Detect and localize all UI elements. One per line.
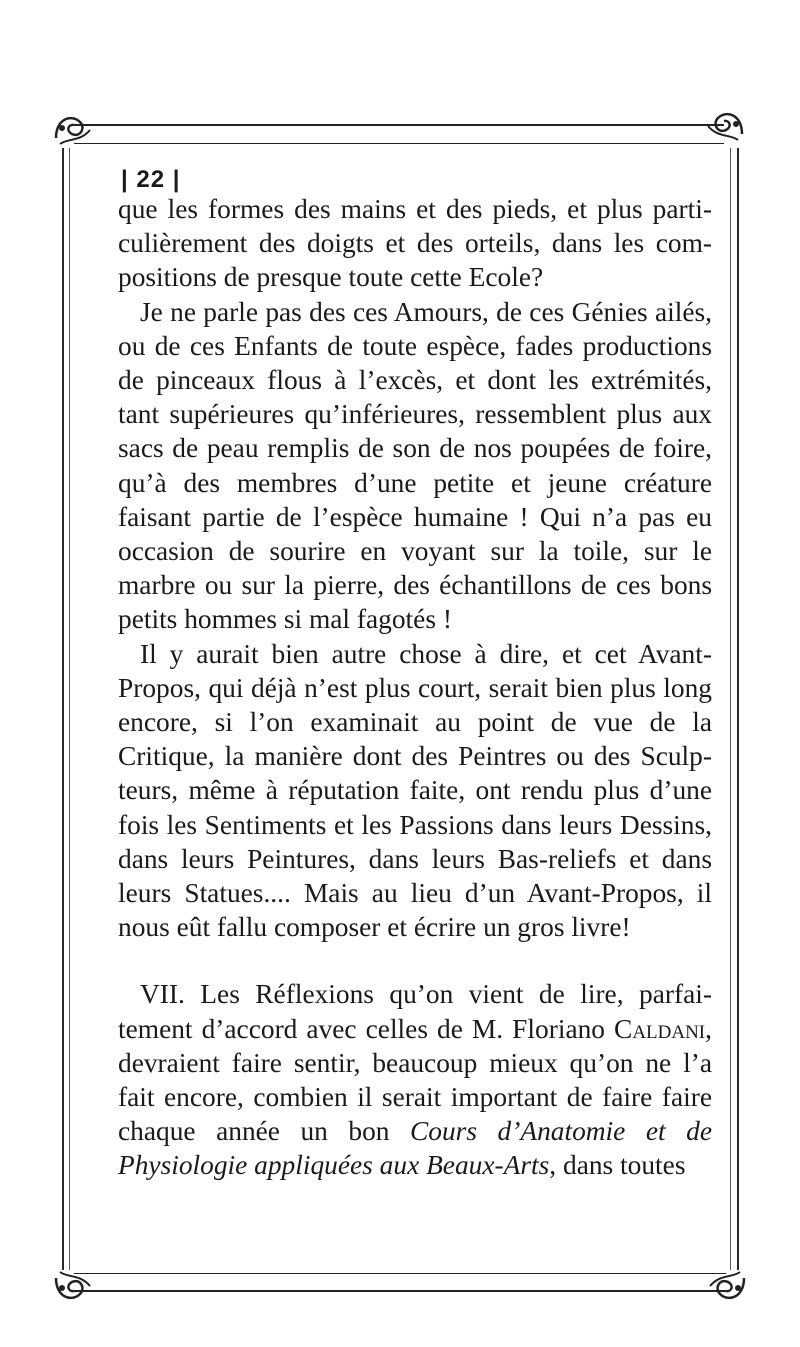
page-number: | 22 | — [121, 166, 181, 193]
corner-ornament-top-right-icon — [704, 104, 748, 146]
top-border-rule-inner — [74, 143, 724, 144]
right-border-rule-inner — [730, 148, 731, 1270]
paragraph-text: , devraient faire sentir, beaucoup mieux qu’on ne l’a fait encore, combien il serait important de faire faire chaque année un bon — [118, 1013, 712, 1147]
paragraph-section-vii — [118, 977, 712, 1182]
author-name-caldani: Caldani — [614, 1013, 706, 1044]
corner-ornament-top-left-icon — [50, 108, 94, 150]
left-border-rule-inner — [69, 148, 70, 1270]
paragraph: Je ne parle pas des ces Amours, de ces Génies ailés, ou de ces Enfants de toute espèce, fades productions de pinceaux flous à l’excès, et dont les extrémités, tant supérieures qu’inférieures, ressemblent plus aux sacs de peau remplis de son de nos poupées de foire, qu’à des membres d’une petite et jeune créature faisant partie de l’espèce humaine ! Qui n’a pas eu occasion de sourire en voyant sur la toile, sur le marbre ou sur la pierre, des échantillons de ces bons petits hommes si mal fagotés ! — [118, 296, 712, 635]
corner-ornament-bottom-left-icon — [50, 1266, 94, 1308]
paragraph-text: VII. Les Réflexions qu’on vient de lire, parfaitement d’accord avec celles de M. Floriano — [118, 979, 712, 1044]
left-border-rule — [62, 148, 64, 1270]
right-border-rule — [737, 148, 739, 1270]
body-text — [118, 192, 712, 1183]
bottom-border-rule-inner — [74, 1273, 726, 1274]
corner-ornament-bottom-right-icon — [706, 1266, 750, 1308]
top-border-rule — [74, 124, 724, 126]
bottom-border-rule — [74, 1290, 726, 1292]
paragraph-text: , dans toutes — [549, 1150, 686, 1181]
course-title: Cours d’Anatomie et de Physiologie appliquées aux Beaux-Arts — [118, 1116, 712, 1181]
paragraph-continuation: que les formes des mains et des pieds, et plus particulièrement des doigts et des orteils, dans les compositions de presque toute cette Ecole? — [118, 194, 712, 293]
paragraph: Il y aurait bien autre chose à dire, et cet Avant-Propos, qui déjà n’est plus court, serait bien plus long encore, si l’on examinait au point de vue de la Critique, la manière dont des Peintres ou des Sculpteurs, même à réputation faite, ont rendu plus d’une fois les Sentiments et les Passions dans leurs Dessins, dans leurs Peintures, dans leurs Bas-reliefs et dans leurs Statues.... Mais au lieu d’un Avant-Propos, il nous eût fallu composer et écrire un gros livre! — [118, 638, 712, 943]
